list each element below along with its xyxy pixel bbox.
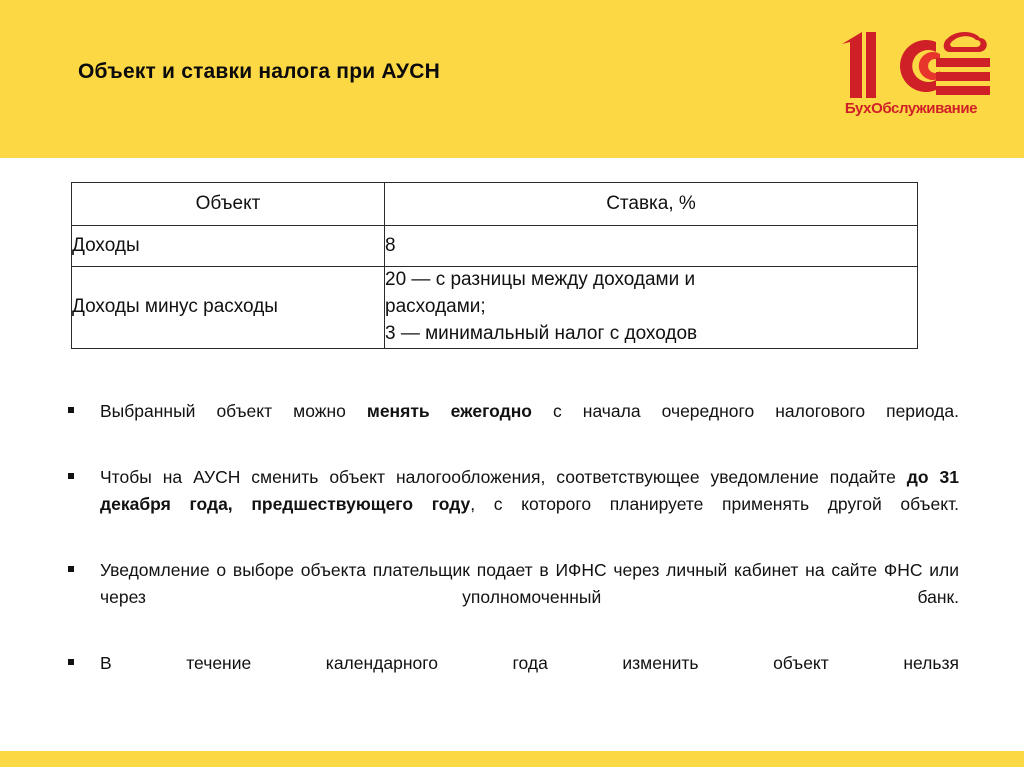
list-item-text: Чтобы на АУСН сменить объект налогообложения, соответствующее уведомление подайте [100,467,907,488]
list-item [62,464,959,544]
cell-object-income: Доходы [72,226,385,267]
table-header-row [72,183,918,226]
bullet-list [62,398,959,703]
cell-rate-income: 8 [385,226,918,267]
column-header-rate: Ставка, % [385,183,918,226]
cell-object-income-minus-expenses: Доходы минус расходы [72,267,385,349]
column-header-object: Объект [72,183,385,226]
list-item [62,650,959,703]
list-item [62,557,959,637]
page-title: Объект и ставки налога при АУСН [78,60,440,83]
bullet-square-icon [68,659,74,665]
rate-line: расходами; [385,295,486,317]
tax-rate-table [71,182,918,349]
list-item-text: Выбранный объект можно [100,401,367,421]
bullet-square-icon [68,566,74,572]
list-item [62,398,959,451]
brand-logo [826,28,996,134]
rate-line: 3 — минимальный налог с доходов [385,322,698,344]
table-row [72,267,918,349]
logo-caption: БухОбслуживание [844,100,978,117]
bullet-square-icon [68,407,74,413]
rate-line: 20 — с разницы между доходами и [385,269,696,290]
footer-band [0,751,1024,767]
list-item-text: с начала очередного налогового периода. [531,401,959,421]
table-row [72,226,918,267]
list-item-emphasis: менять ежегодно [366,401,532,421]
list-item-text: В течение календарного года изменить объект нельзя [100,652,959,673]
bullet-square-icon [68,473,74,479]
cell-rate-income-minus-expenses [385,267,918,349]
list-item-text: , с которого планируете применять другой объект. [470,493,960,514]
list-item-emphasis: до 31 декабря года, предшествующего году [100,467,959,514]
list-item-text: Уведомление о выборе объекта плательщик подает в ИФНС через личный кабинет на сайте ФНС или через уполномоченный банк. [100,559,959,607]
one-c-logo-icon [832,28,992,100]
